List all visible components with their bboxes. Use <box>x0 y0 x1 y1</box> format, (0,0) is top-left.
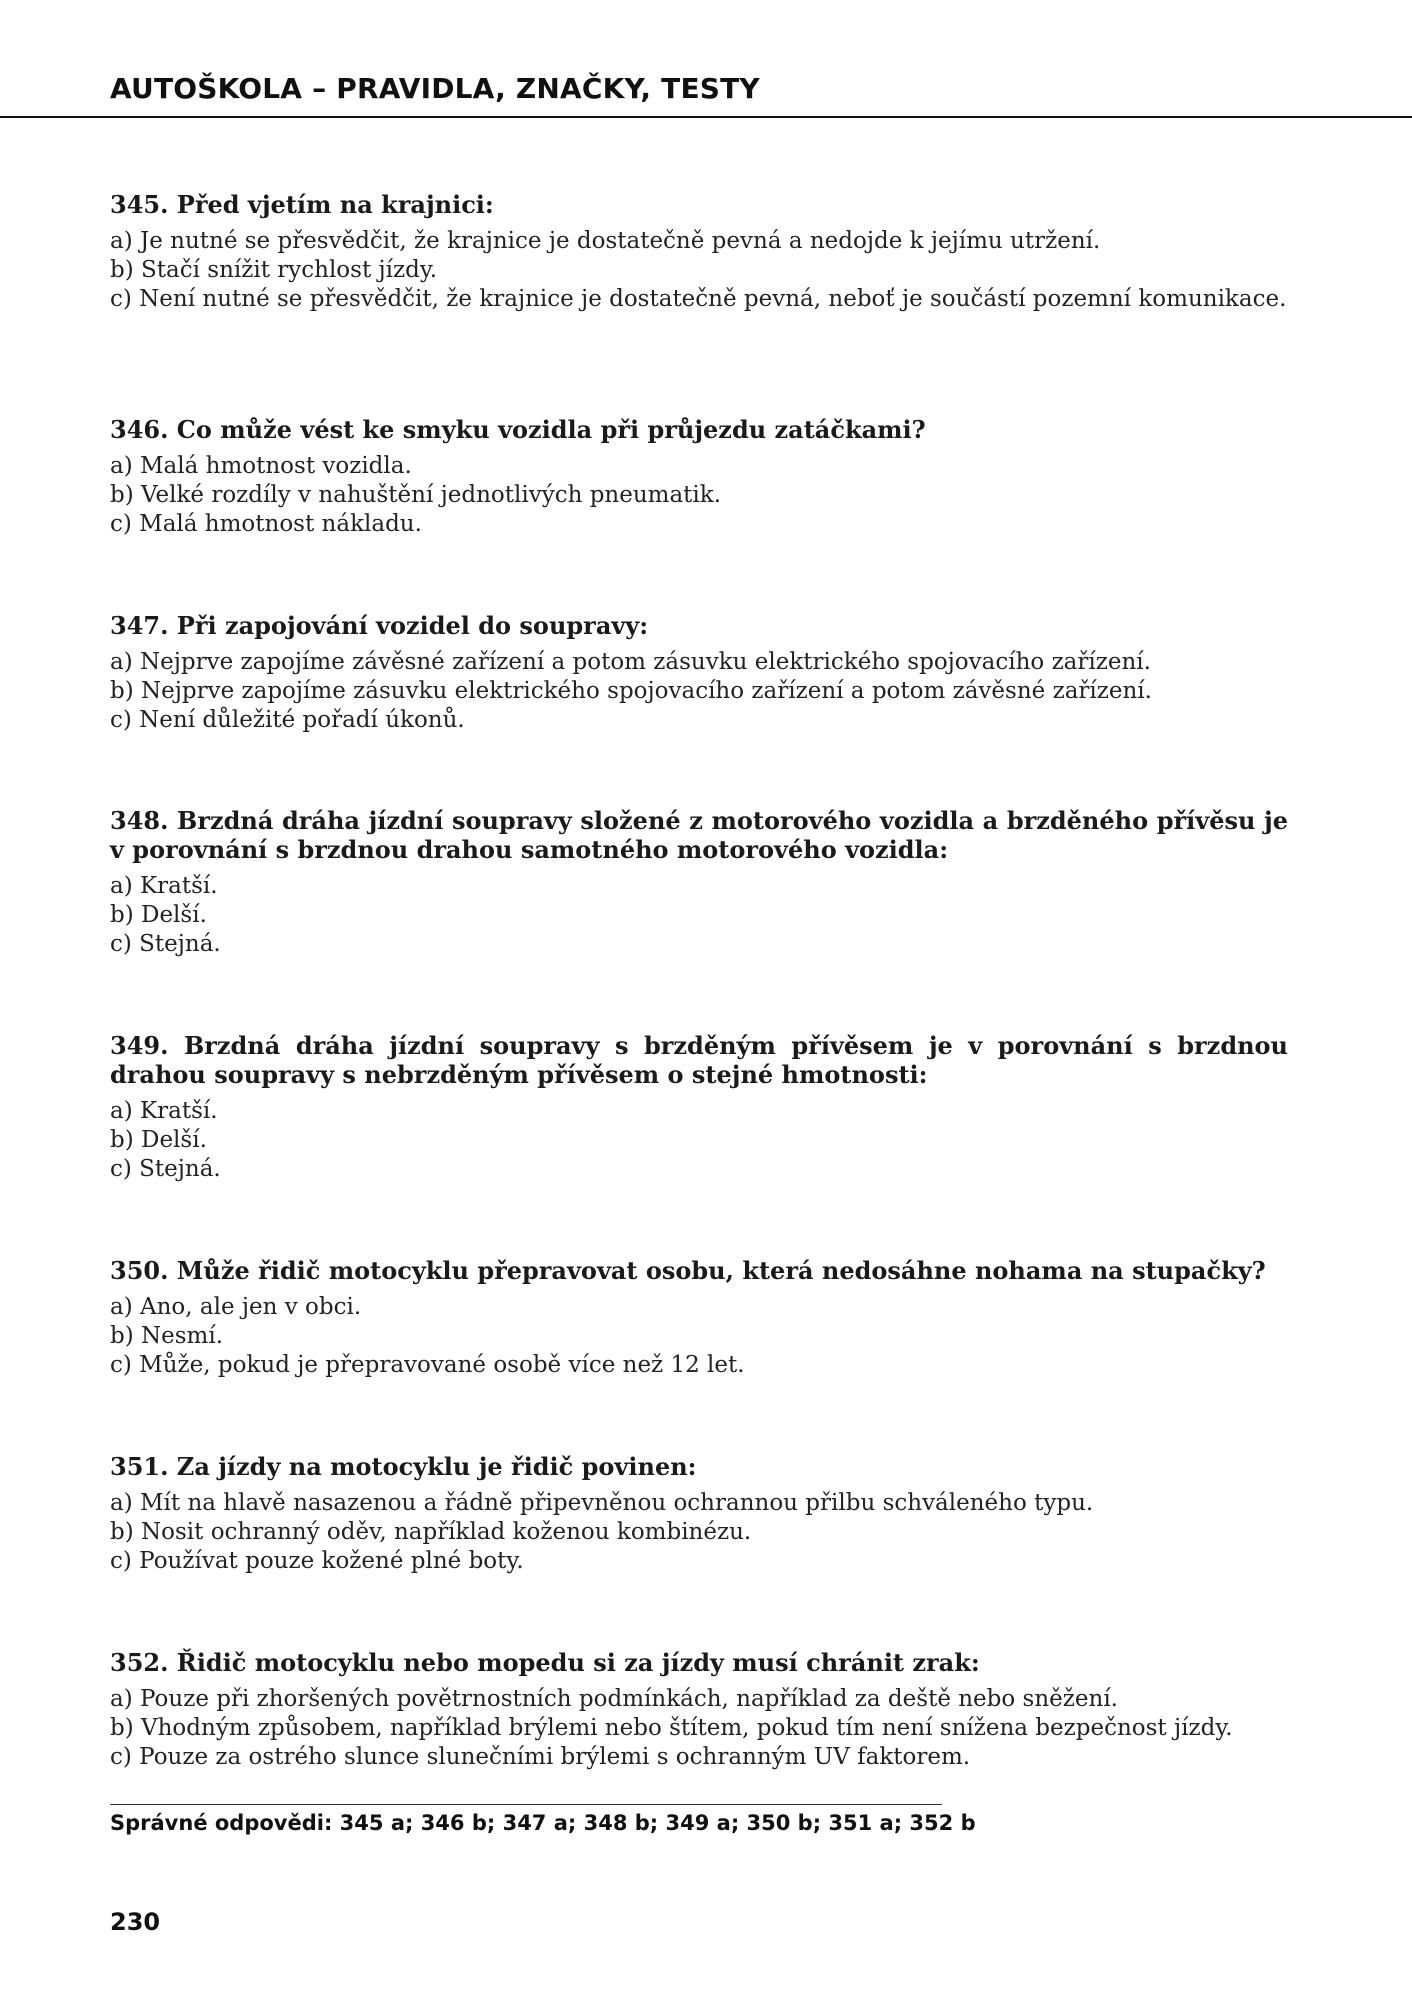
answer-b: b) Stačí snížit rychlost jízdy. <box>110 257 438 283</box>
answer-a: a) Pouze při zhoršených povětrnostních podmínkách, například za deště nebo sněžení. <box>110 1686 1118 1712</box>
question-350 <box>110 1256 1288 1380</box>
answer-c: c) Malá hmotnost nákladu. <box>110 511 422 537</box>
answer-b: b) Nosit ochranný oděv, například koženou kombinézu. <box>110 1519 752 1545</box>
question-title: 346. Co může vést ke smyku vozidla při průjezdu zatáčkami? <box>110 415 926 444</box>
question-352 <box>110 1648 1288 1772</box>
answer-b: b) Nejprve zapojíme zásuvku elektrického spojovacího zařízení a potom závěsné zařízení. <box>110 678 1152 704</box>
answer-c: c) Pouze za ostrého slunce slunečními brýlemi s ochranným UV faktorem. <box>110 1744 971 1770</box>
answer-a: a) Kratší. <box>110 1098 218 1124</box>
answer-a: a) Malá hmotnost vozidla. <box>110 453 412 479</box>
question-345 <box>110 190 1288 314</box>
answer-c: c) Není nutné se přesvědčit, že krajnice je dostatečně pevná, neboť je součástí pozemní komunikace. <box>110 286 1287 312</box>
answer-b: b) Vhodným způsobem, například brýlemi nebo štítem, pokud tím není snížena bezpečnost jízdy. <box>110 1715 1233 1741</box>
answers-key-rule <box>110 1804 942 1805</box>
question-title: 345. Před vjetím na krajnici: <box>110 190 494 219</box>
answer-c: c) Používat pouze kožené plné boty. <box>110 1548 524 1574</box>
question-347 <box>110 611 1288 735</box>
answer-a: a) Nejprve zapojíme závěsné zařízení a potom zásuvku elektrického spojovacího zařízení. <box>110 649 1151 675</box>
header-rule <box>0 116 1412 118</box>
answer-b: b) Delší. <box>110 902 207 928</box>
answer-c: c) Může, pokud je přepravované osobě více než 12 let. <box>110 1352 745 1378</box>
question-351 <box>110 1452 1288 1576</box>
answer-c: c) Stejná. <box>110 1156 221 1182</box>
answer-b: b) Velké rozdíly v nahuštění jednotlivých pneumatik. <box>110 482 722 508</box>
question-349 <box>110 1031 1288 1184</box>
answer-a: a) Ano, ale jen v obci. <box>110 1294 362 1320</box>
answer-b: b) Nesmí. <box>110 1323 224 1349</box>
question-title: 352. Řidič motocyklu nebo mopedu si za jízdy musí chránit zrak: <box>110 1648 980 1677</box>
answer-c: c) Stejná. <box>110 931 221 957</box>
question-title: 349. Brzdná dráha jízdní soupravy s brzděným přívěsem je v porovnání s brzdnou drahou soupravy s nebrzděným přívěsem o stejné hmotnosti: <box>110 1031 1288 1089</box>
question-346 <box>110 415 1288 539</box>
answers-key: Správné odpovědi: 345 a; 346 b; 347 a; 348 b; 349 a; 350 b; 351 a; 352 b <box>110 1811 976 1835</box>
answer-a: a) Je nutné se přesvědčit, že krajnice je dostatečně pevná a nedojde k jejímu utržení. <box>110 228 1101 254</box>
answer-b: b) Delší. <box>110 1127 207 1153</box>
page-number: 230 <box>110 1908 161 1936</box>
question-title: 350. Může řidič motocyklu přepravovat osobu, která nedosáhne nohama na stupačky? <box>110 1256 1266 1285</box>
page-header-title: AUTOŠKOLA – PRAVIDLA, ZNAČKY, TESTY <box>110 72 760 105</box>
answer-c: c) Není důležité pořadí úkonů. <box>110 707 465 733</box>
question-title: 348. Brzdná dráha jízdní soupravy složené z motorového vozidla a brzděného přívěsu je v porovnání s brzdnou drahou samotného motorového vozidla: <box>110 806 1288 864</box>
question-title: 351. Za jízdy na motocyklu je řidič povinen: <box>110 1452 697 1481</box>
question-348 <box>110 806 1288 959</box>
answer-a: a) Mít na hlavě nasazenou a řádně připevněnou ochrannou přilbu schváleného typu. <box>110 1490 1094 1516</box>
answer-a: a) Kratší. <box>110 873 218 899</box>
question-title: 347. Při zapojování vozidel do soupravy: <box>110 611 649 640</box>
